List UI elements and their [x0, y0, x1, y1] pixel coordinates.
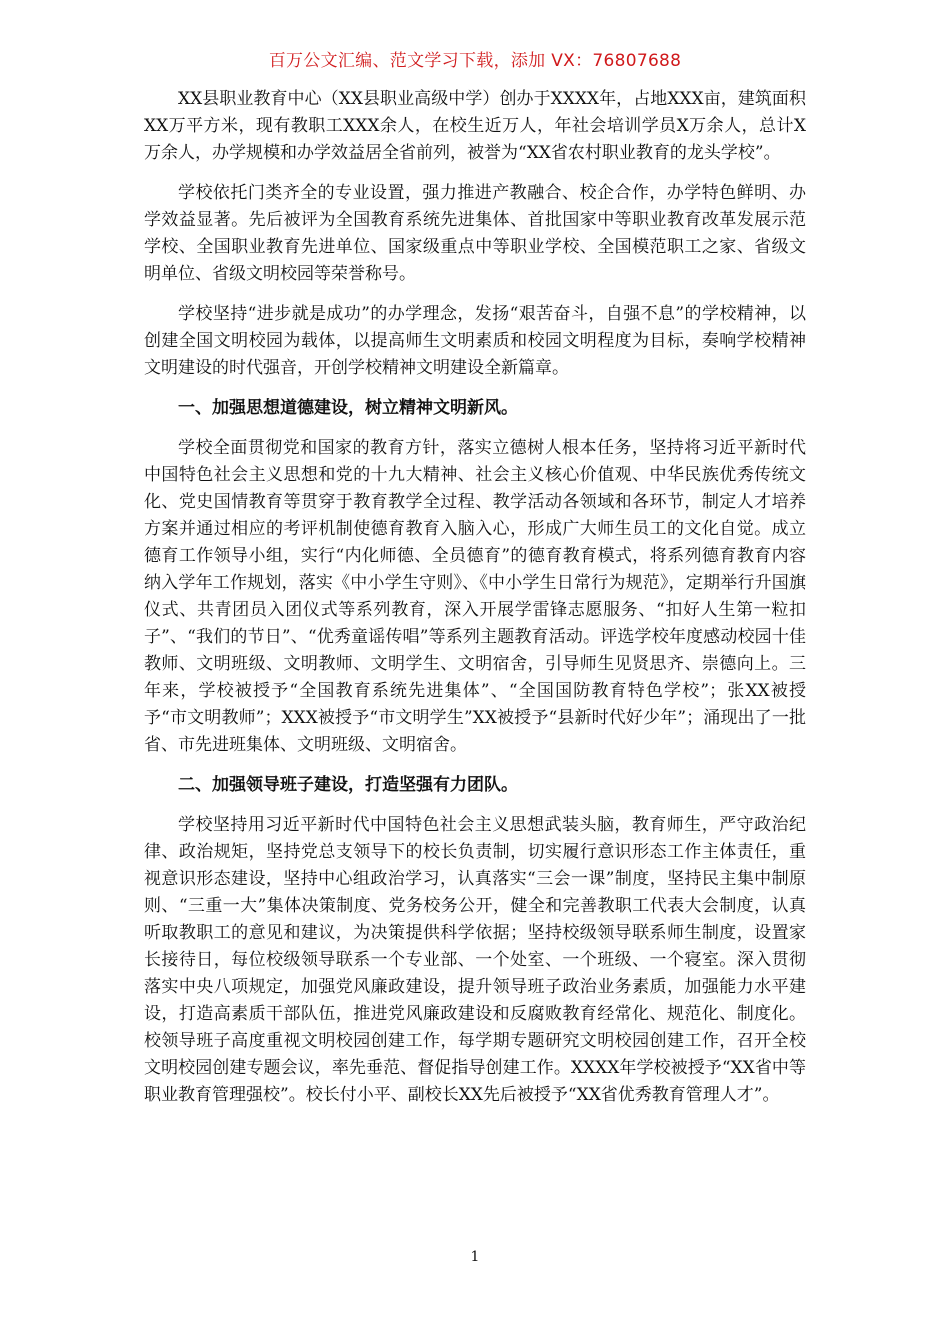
document-body — [144, 86, 806, 1122]
section-1-heading: 一、加强思想道德建设，树立精神文明新风。 — [178, 398, 518, 418]
section-2-heading: 二、加强领导班子建设，打造坚强有力团队。 — [178, 775, 518, 795]
intro-paragraph-3: 学校坚持“进步就是成功”的办学理念，发扬“艰苦奋斗，自强不息”的学校精神，以创建全国文明校园为载体，以提高师生文明素质和校园文明程度为目标，奏响学校精神文明建设的时代强音，开创学校精神文明建设全新篇章。 — [144, 304, 806, 378]
page-number: 1 — [470, 1249, 480, 1265]
section-2-body: 学校坚持用习近平新时代中国特色社会主义思想武装头脑，教育师生，严守政治纪律、政治规矩，坚持党总支领导下的校长负责制，切实履行意识形态工作主体责任，重视意识形态建设，坚持中心组政治学习，认真落实“三会一课”制度，坚持民主集中制原则、“三重一大”集体决策制度、党务校务公开，健全和完善教职工代表大会制度，认真听取教职工的意见和建议，为决策提供科学依据；坚持校级领导联系师生制度，设置家长接待日，每位校级领导联系一个专业部、一个处室、一个班级、一个寝室。深入贯彻落实中央八项规定，加强党风廉政建设，提升领导班子政治业务素质，加强能力水平建设，打造高素质干部队伍，推进党风廉政建设和反腐败教育经常化、规范化、制度化。校领导班子高度重视文明校园创建工作，每学期专题研究文明校园创建工作，召开全校文明校园创建专题会议，率先垂范、督促指导创建工作。XXXX年学校被授予“XX省中等职业教育管理强校”。校长付小平、副校长XX先后被授予“XX省优秀教育管理人才”。 — [144, 815, 806, 1105]
section-1-body: 学校全面贯彻党和国家的教育方针，落实立德树人根本任务，坚持将习近平新时代中国特色社会主义思想和党的十九大精神、社会主义核心价值观、中华民族优秀传统文化、党史国情教育等贯穿于教育教学全过程、教学活动各领域和各环节，制定人才培养方案并通过相应的考评机制使德育教育入脑入心，形成广大师生员工的文化自觉。成立德育工作领导小组，实行“内化师德、全员德育”的德育教育模式，将系列德育教育内容纳入学年工作规划，落实《中小学生守则》、《中小学生日常行为规范》，定期举行升国旗仪式、共青团员入团仪式等系列教育，深入开展学雷锋志愿服务、“扣好人生第一粒扣子”、“我们的节日”、“优秀童谣传唱”等系列主题教育活动。评选学校年度感动校园十佳教师、文明班级、文明教师、文明学生、文明宿舍，引导师生见贤思齐、崇德向上。三年来，学校被授予“全国教育系统先进集体”、“全国国防教育特色学校”；张XX被授予“市文明教师”；XXX被授予“市文明学生”XX被授予“县新时代好少年”；涌现出了一批省、市先进班集体、文明班级、文明宿舍。 — [144, 438, 806, 755]
intro-paragraph-2: 学校依托门类齐全的专业设置，强力推进产教融合、校企合作，办学特色鲜明、办学效益显著。先后被评为全国教育系统先进集体、首批国家中等职业教育改革发展示范学校、全国职业教育先进单位、国家级重点中等职业学校、全国模范职工之家、省级文明单位、省级文明校园等荣誉称号。 — [144, 183, 806, 284]
intro-paragraph-1: XX县职业教育中心（XX县职业高级中学）创办于XXXX年，占地XXX亩，建筑面积XX万平方米，现有教职工XXX余人，在校生近万人，年社会培训学员X万余人，总计X万余人，办学规模和办学效益居全省前列，被誉为“XX省农村职业教育的龙头学校”。 — [144, 89, 806, 163]
promo-banner: 百万公文汇编、范文学习下载，添加 VX：76807688 — [268, 51, 682, 71]
